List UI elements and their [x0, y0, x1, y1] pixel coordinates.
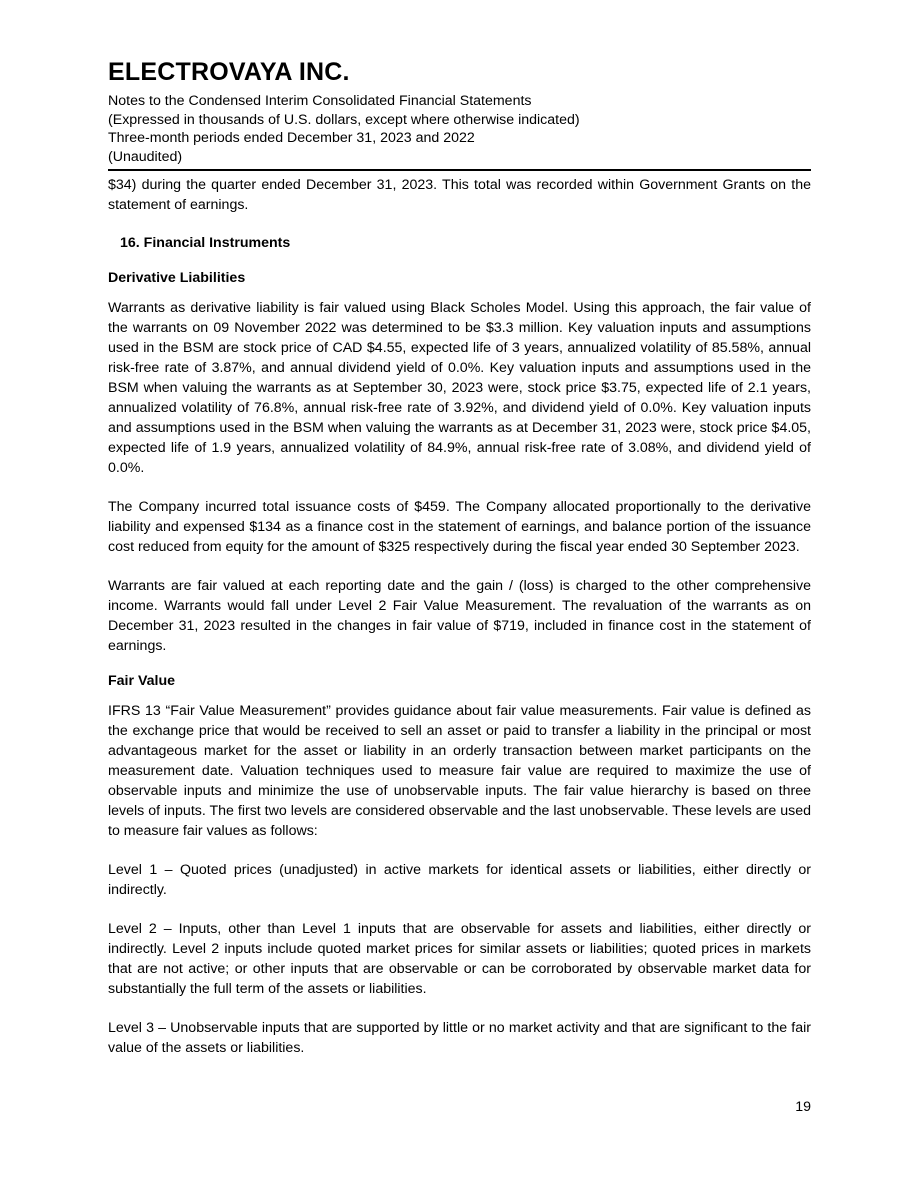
header-line-period: Three-month periods ended December 31, 2023 and 2022	[108, 130, 475, 147]
header-divider	[108, 169, 811, 171]
document-page	[108, 58, 811, 1058]
derivative-heading: Derivative Liabilities	[108, 270, 246, 287]
header-line-currency: (Expressed in thousands of U.S. dollars, except where otherwise indicated)	[108, 111, 580, 128]
header-line-notes: Notes to the Condensed Interim Consolidated Financial Statements	[108, 93, 532, 109]
fair-value-heading: Fair Value	[108, 673, 176, 690]
derivative-paragraph: Warrants are fair valued at each reporting date and the gain / (loss) is charged to the other comprehensive income. Warrants would fall under Level 2 Fair Value Measurement. The revaluation of the warrants as on December 31, 2023 resulted in the changes in fair value of $719, included in finance cost in the statement of earnings.	[108, 578, 811, 655]
fair-value-paragraph: IFRS 13 “Fair Value Measurement” provides guidance about fair value measurements. Fair value is defined as the exchange price that would be received to sell an asset or paid to transfer a liability in the principal or most advantageous market for the asset or liability in an orderly transaction between market participants on the measurement date. Valuation techniques used to measure fair value are required to maximize the use of observable inputs and minimize the use of unobservable inputs. The fair value hierarchy is based on three levels of inputs. The first two levels are considered observable and the last unobservable. These levels are used to measure fair values as follows:	[108, 703, 811, 840]
header-line-unaudited: (Unaudited)	[108, 148, 183, 165]
level-3-paragraph: Level 3 – Unobservable inputs that are supported by little or no market activity and that are significant to the fair value of the assets or liabilities.	[108, 1020, 811, 1057]
company-name: ELECTROVAYA INC.	[108, 58, 350, 86]
derivative-paragraph: Warrants as derivative liability is fair valued using Black Scholes Model. Using this approach, the fair value of the warrants on 09 November 2022 was determined to be $3.3 million. Key valuation inputs and assumptions used in the BSM are stock price of CAD $4.55, expected life of 3 years, annualized volatility of 85.58%, annual risk-free rate of 3.87%, and annual dividend yield of 0.0%. Key valuation inputs and assumptions used in the BSM when valuing the warrants as at September 30, 2023 were, stock price $3.75, expected life of 2.1 years, annualized volatility of 76.8%, annual risk-free rate of 3.92%, and dividend yield of 0.0%. Key valuation inputs and assumptions used in the BSM when valuing the warrants as at December 31, 2023 were, stock price $4.05, expected life of 1.9 years, annualized volatility of 84.9%, annual risk-free rate of 3.08%, and dividend yield of 0.0%.	[108, 300, 811, 477]
level-1-paragraph: Level 1 – Quoted prices (unadjusted) in active markets for identical assets or liabilities, either directly or indirectly.	[108, 862, 811, 899]
derivative-paragraph: The Company incurred total issuance costs of $459. The Company allocated proportionally to the derivative liability and expensed $134 as a finance cost in the statement of earnings, and balance portion of the issuance cost reduced from equity for the amount of $325 respectively during the fiscal year ended 30 September 2023.	[108, 499, 811, 556]
level-2-paragraph: Level 2 – Inputs, other than Level 1 inputs that are observable for assets and liabilities, either directly or indirectly. Level 2 inputs include quoted market prices for similar assets or liabilities; quoted prices in markets that are not active; or other inputs that are observable or can be corroborated by observable market data for substantially the full term of the assets or liabilities.	[108, 921, 811, 998]
section-title: 16. Financial Instruments	[120, 235, 291, 252]
page-number: 19	[795, 1099, 811, 1115]
intro-paragraph: $34) during the quarter ended December 31, 2023. This total was recorded within Government Grants on the statement of earnings.	[108, 177, 811, 214]
